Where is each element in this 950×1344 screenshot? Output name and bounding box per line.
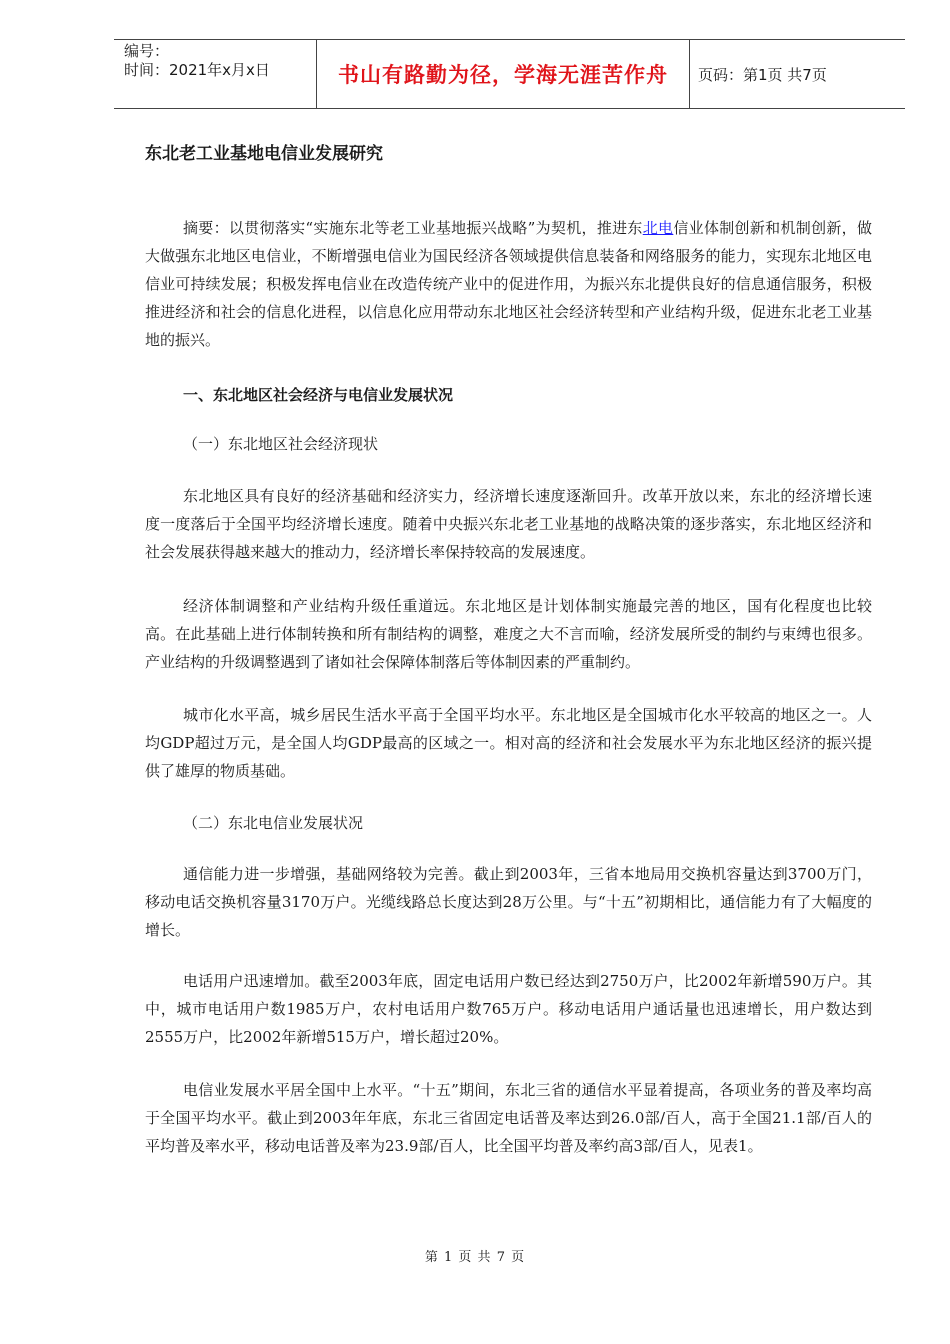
abstract-paragraph: [145, 214, 872, 354]
paragraph-telecom-level: 电信业发展水平居全国中上水平。“十五”期间，东北三省的通信水平显着提高，各项业务的普及率均高于全国平均水平。截止到2003年年底，东北三省固定电话普及率达到26.0部/百人，高于全国21.1部/百人的平均普及率水平，移动电话普及率为23.9部/百人，比全国平均普及率约高3部/百人，见表1。: [145, 1081, 872, 1155]
header-motto: 书山有路勤为径，学海无涯苦作舟: [316, 40, 690, 108]
header-page-info: 页码：第1页 共7页: [698, 65, 827, 84]
document-title: 东北老工业基地电信业发展研究: [145, 144, 383, 164]
abstract-text-start: 摘要：以贯彻落实“实施东北等老工业基地振兴战略”为契机，推进东: [183, 219, 643, 237]
section-heading-1: 一、东北地区社会经济与电信业发展状况: [183, 386, 454, 404]
paragraph-urbanization: 城市化水平高，城乡居民生活水平高于全国平均水平。东北地区是全国城市化水平较高的地区之一。人均GDP超过万元，是全国人均GDP最高的区域之一。相对高的经济和社会发展水平为东北地区经济的振兴提供了雄厚的物质基础。: [145, 706, 872, 780]
time-label: 时间：2021年x月x日: [124, 61, 270, 79]
subsection-heading-2: （二）东北电信业发展状况: [183, 814, 364, 832]
abstract-text-end: 信业体制创新和机制创新，做大做强东北地区电信业，不断增强电信业为国民经济各领域提供信息装备和网络服务的能力，实现东北地区电信业可持续发展；积极发挥电信业在改造传统产业中的促进作用，为振兴东北提供良好的信息通信服务，积极推进经济和社会的信息化进程，以信息化应用带动东北地区社会经济转型和产业结构升级，促进东北老工业基地的振兴。: [145, 219, 872, 349]
abstract-link[interactable]: 北电: [642, 219, 674, 237]
paragraph-economic-reform: 经济体制调整和产业结构升级任重道远。东北地区是计划体制实施最完善的地区，国有化程度也比较高。在此基础上进行体制转换和所有制结构的调整，难度之大不言而喻，经济发展所受的制约与束缚也很多。产业结构的升级调整遇到了诸如社会保障体制落后等体制因素的严重制约。: [145, 597, 872, 671]
document-header: [114, 39, 905, 109]
number-label: 编号：: [124, 42, 170, 60]
page-footer: 第 1 页 共 7 页: [424, 1250, 526, 1265]
subsection-heading-1: （一）东北地区社会经济现状: [183, 435, 379, 453]
paragraph-network-capacity: 通信能力进一步增强，基础网络较为完善。截止到2003年，三省本地局用交换机容量达到3700万门，移动电话交换机容量3170万户。光缆线路总长度达到28万公里。与“十五”初期相比，通信能力有了大幅度的增长。: [145, 865, 872, 939]
paragraph-economy-growth: 东北地区具有良好的经济基础和经济实力，经济增长速度逐渐回升。改革开放以来，东北的经济增长速度一度落后于全国平均经济增长速度。随着中央振兴东北老工业基地的战略决策的逐步落实，东北地区经济和社会发展获得越来越大的推动力，经济增长率保持较高的发展速度。: [145, 487, 872, 561]
paragraph-telephone-users: 电话用户迅速增加。截至2003年底，固定电话用户数已经达到2750万户，比2002年新增590万户。其中，城市电话用户数1985万户，农村电话用户数765万户。移动电话用户通话量也迅速增长，用户数达到2555万户，比2002年新增515万户，增长超过20%。: [145, 972, 872, 1046]
header-meta: [114, 40, 316, 108]
